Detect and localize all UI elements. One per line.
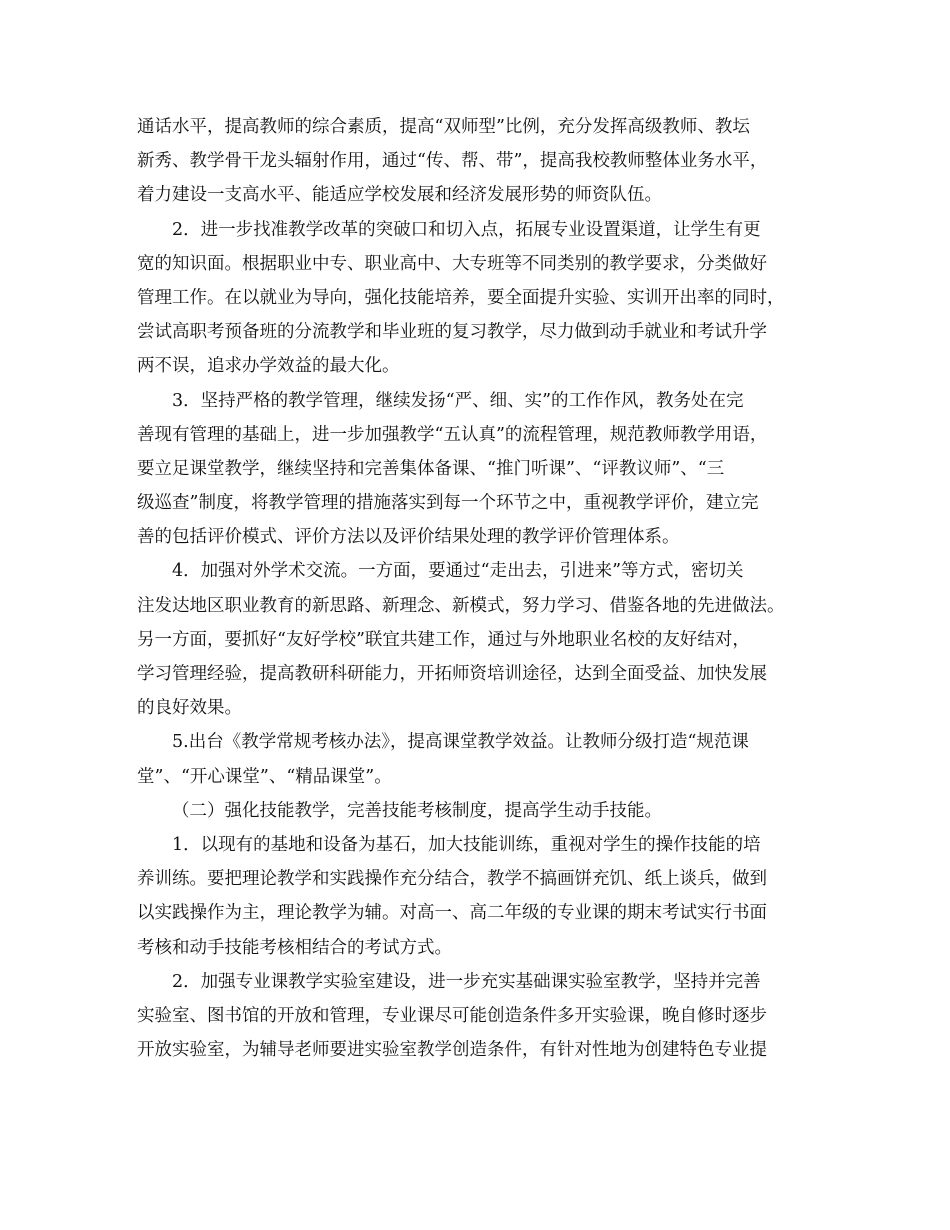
- document-page: [137, 110, 827, 1067]
- paragraph: [137, 828, 827, 965]
- text-line: 3．坚持严格的教学管理，继续发扬“严、细、实”的工作作风，教务处在完: [172, 390, 744, 411]
- text-line: 尝试高职考预备班的分流教学和毕业班的复习教学，尽力做到动手就业和考试升学: [137, 322, 767, 343]
- text-line: 养训练。要把理论教学和实践操作充分结合，教学不搞画饼充饥、纸上谈兵，做到: [137, 869, 767, 890]
- text-line: 新秀、教学骨干龙头辐射作用，通过“传、帮、带”，提高我校教师整体业务水平，: [137, 151, 768, 172]
- text-line: 善现有管理的基础上，进一步加强教学“五认真”的流程管理，规范教师教学用语，: [137, 424, 768, 445]
- text-line: 善的包括评价模式、评价方法以及评价结果处理的教学评价管理体系。: [137, 527, 680, 548]
- text-line: 堂”、“开心课堂”、“精品课堂”。: [137, 766, 392, 787]
- paragraph: [137, 965, 827, 1068]
- paragraph: [137, 725, 827, 793]
- document-body: [137, 110, 827, 1067]
- text-line: （二）强化技能教学，完善技能考核制度，提高学生动手技能。: [172, 800, 662, 821]
- paragraph: [137, 794, 827, 828]
- paragraph: [137, 213, 827, 384]
- text-line: 注发达地区职业教育的新思路、新理念、新模式，努力学习、借鉴各地的先进做法。: [137, 595, 785, 616]
- text-line: 宽的知识面。根据职业中专、职业高中、大专班等不同类别的教学要求，分类做好: [137, 253, 767, 274]
- text-line: 4．加强对外学术交流。一方面，要通过“走出去，引进来”等方式，密切关: [172, 561, 744, 582]
- text-line: 实验室、图书馆的开放和管理，专业课尽可能创造条件多开实验课，晚自修时逐步: [137, 1005, 767, 1026]
- paragraph: [137, 384, 827, 555]
- text-line: 两不误，追求办学效益的最大化。: [137, 356, 400, 377]
- text-line: 以实践操作为主，理论教学为辅。对高一、高二年级的专业课的期末考试实行书面: [137, 903, 767, 924]
- paragraph: [137, 554, 827, 725]
- text-line: 要立足课堂教学，继续坚持和完善集体备课、“推门听课”、“评教议师”、“三: [137, 458, 725, 479]
- text-line: 通话水平，提高教师的综合素质，提高“双师型”比例，充分发挥高级教师、教坛: [137, 117, 750, 137]
- text-line: 级巡查”制度，将教学管理的措施落实到每一个环节之中，重视教学评价，建立完: [137, 493, 759, 514]
- text-line: 2．进一步找准教学改革的突破口和切入点，拓展专业设置渠道，让学生有更: [172, 219, 761, 240]
- text-line: 2．加强专业课教学实验室建设，进一步充实基础课实验室教学，坚持并完善: [172, 971, 761, 992]
- text-line: 开放实验室，为辅导老师要进实验室教学创造条件，有针对性地为创建特色专业提: [137, 1040, 767, 1061]
- text-line: 学习管理经验，提高教研科研能力，开拓师资培训途径，达到全面受益、加快发展: [137, 664, 767, 684]
- text-line: 着力建设一支高水平、能适应学校发展和经济发展形势的师资队伍。: [137, 185, 662, 206]
- text-line: 的良好效果。: [137, 698, 242, 719]
- text-line: 考核和动手技能考核相结合的考试方式。: [137, 937, 452, 958]
- paragraph: [137, 110, 827, 213]
- text-line: 5.出台《教学常规考核办法》，提高课堂教学效益。让教师分级打造“规范课: [172, 732, 749, 753]
- text-line: 另一方面，要抓好“友好学校”联宜共建工作，通过与外地职业名校的友好结对，: [137, 629, 750, 650]
- text-line: 1．以现有的基地和设备为基石，加大技能训练，重视对学生的操作技能的培: [172, 834, 761, 855]
- text-line: 管理工作。在以就业为导向，强化技能培养，要全面提升实验、实训开出率的同时，: [137, 287, 785, 308]
